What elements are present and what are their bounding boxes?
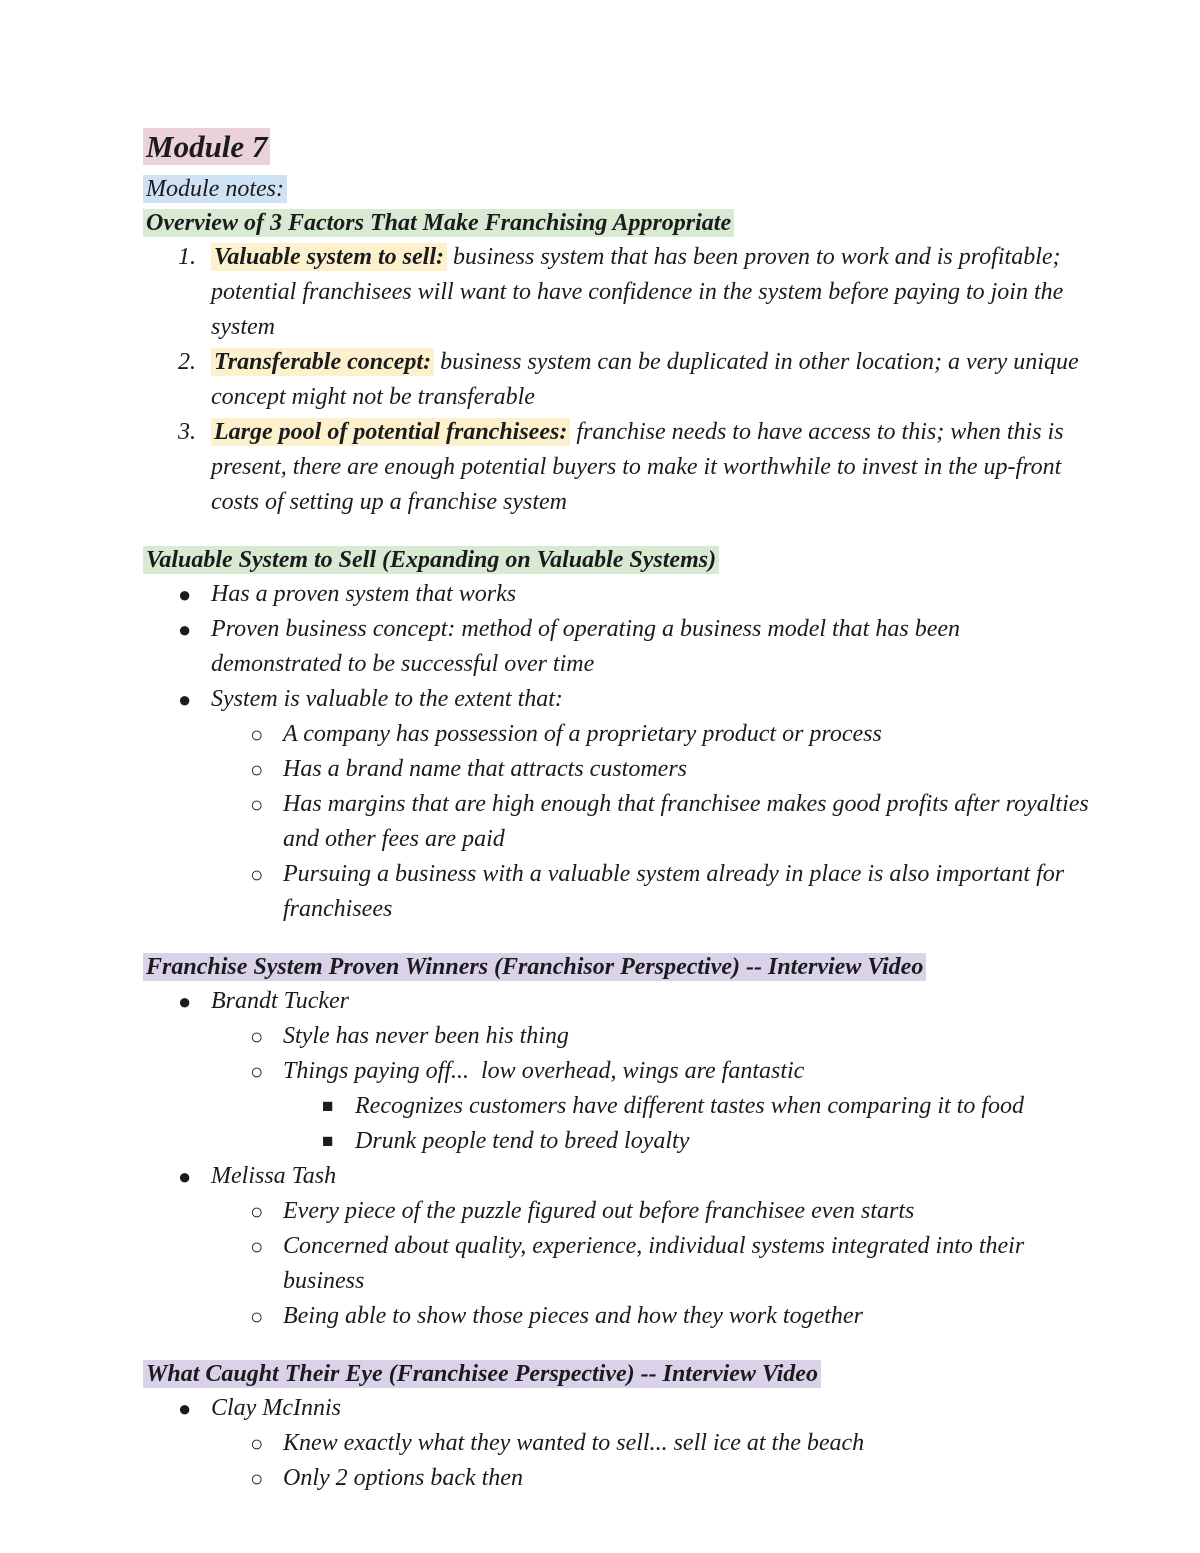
list-item-text: Has a proven system that works: [211, 581, 517, 607]
speaker-item: [143, 1391, 1090, 1426]
list-item: [143, 682, 1090, 717]
list-item: [143, 1124, 1090, 1159]
item-lead-text: Large pool of potential franchisees:: [211, 418, 570, 446]
numbered-item: [143, 345, 1090, 415]
disc-bullet-icon: ●: [178, 582, 192, 607]
list-item: [143, 1461, 1090, 1496]
section-heading-proven-winners: [143, 950, 1090, 984]
list-item-text: Drunk people tend to breed loyalty: [355, 1128, 690, 1154]
list-item-text: Pursuing a business with a valuable system already in place is also important for franchisees: [283, 861, 1071, 922]
list-item-text: Only 2 options back then: [283, 1465, 523, 1491]
disc-bullet-icon: ●: [178, 1164, 192, 1189]
list-item: [143, 1299, 1090, 1334]
numbered-item-text: [211, 415, 1090, 520]
disc-bullet-icon: ●: [178, 989, 192, 1014]
list-item-text: Proven business concept: method of operating a business model that has been demonstrated to be successful over time: [211, 616, 966, 677]
circle-bullet-icon: ○: [250, 1024, 264, 1049]
circle-bullet-icon: ○: [250, 757, 264, 782]
item-body-text: business system can be duplicated in other location; a very unique concept might not be transferable: [211, 349, 1085, 410]
list-item: [143, 857, 1090, 927]
overview-heading-text: Overview of 3 Factors That Make Franchising Appropriate: [143, 209, 734, 237]
list-item: [143, 1019, 1090, 1054]
list-item: [143, 752, 1090, 787]
list-item: [143, 1089, 1090, 1124]
speaker-name: Clay McInnis: [211, 1395, 341, 1421]
list-item-text: Being able to show those pieces and how they work together: [283, 1303, 863, 1329]
list-item: [143, 1194, 1090, 1229]
list-item: [143, 1426, 1090, 1461]
list-item-text: Things paying off... low overhead, wings are fantastic: [283, 1058, 805, 1084]
circle-bullet-icon: ○: [250, 1059, 264, 1084]
module-notes-text: Module notes:: [143, 175, 287, 203]
circle-bullet-icon: ○: [250, 792, 264, 817]
list-item: [143, 1229, 1090, 1299]
numbered-item: [143, 240, 1090, 345]
list-item-text: A company has possession of a proprietary product or process: [283, 721, 882, 747]
speaker-name: Brandt Tucker: [211, 988, 349, 1014]
list-item: [143, 1054, 1090, 1089]
valuable-system-heading-text: Valuable System to Sell (Expanding on Valuable Systems): [143, 546, 719, 574]
item-body-text: business system that has been proven to work and is profitable; potential franchisees will want to have confidence in the system before paying to join the system: [211, 244, 1070, 340]
square-bullet-icon: ■: [322, 1131, 334, 1152]
circle-bullet-icon: ○: [250, 1304, 264, 1329]
list-item-text: Has a brand name that attracts customers: [283, 756, 687, 782]
list-item: [143, 717, 1090, 752]
list-number: 3.: [178, 419, 196, 445]
module-notes-label: [143, 172, 1090, 206]
list-item: [143, 787, 1095, 857]
list-item: [143, 577, 1090, 612]
list-item-text: Style has never been his thing: [283, 1023, 569, 1049]
numbered-item-text: [211, 240, 1090, 345]
item-body-text: franchise needs to have access to this; when this is present, there are enough potential buyers to make it worthwhile to invest in the up-front costs of setting up a franchise system: [211, 419, 1070, 515]
page-title: [143, 126, 1090, 168]
module-title-text: Module 7: [143, 128, 270, 165]
speaker-item: [143, 1159, 1090, 1194]
section-heading-caught-eye: [143, 1357, 1090, 1391]
square-bullet-icon: ■: [322, 1096, 334, 1117]
numbered-item: [143, 415, 1090, 520]
circle-bullet-icon: ○: [250, 1234, 264, 1259]
item-lead-text: Transferable concept:: [211, 348, 434, 376]
numbered-item-text: [211, 345, 1090, 415]
item-lead-text: Valuable system to sell:: [211, 243, 447, 271]
speaker-name: Melissa Tash: [211, 1163, 337, 1189]
disc-bullet-icon: ●: [178, 687, 192, 712]
speaker-item: [143, 984, 1090, 1019]
proven-winners-heading-text: Franchise System Proven Winners (Franchisor Perspective) -- Interview Video: [143, 953, 926, 981]
disc-bullet-icon: ●: [178, 617, 192, 642]
circle-bullet-icon: ○: [250, 1466, 264, 1491]
list-number: 1.: [178, 244, 196, 270]
list-item-text: System is valuable to the extent that:: [211, 686, 563, 712]
list-item-text: Concerned about quality, experience, individual systems integrated into their business: [283, 1233, 1031, 1294]
list-item-text: Recognizes customers have different tastes when comparing it to food: [355, 1093, 1025, 1119]
section-heading-valuable-system: [143, 543, 1090, 577]
circle-bullet-icon: ○: [250, 1431, 264, 1456]
section-heading-overview: [143, 206, 1090, 240]
list-item-text: Has margins that are high enough that franchisee makes good profits after royalties and other fees are paid: [283, 791, 1095, 852]
list-item-text: Every piece of the puzzle figured out before franchisee even starts: [283, 1198, 915, 1224]
caught-eye-heading-text: What Caught Their Eye (Franchisee Perspective) -- Interview Video: [143, 1360, 821, 1388]
disc-bullet-icon: ●: [178, 1396, 192, 1421]
circle-bullet-icon: ○: [250, 862, 264, 887]
circle-bullet-icon: ○: [250, 722, 264, 747]
list-item-text: Knew exactly what they wanted to sell... sell ice at the beach: [283, 1430, 865, 1456]
circle-bullet-icon: ○: [250, 1199, 264, 1224]
list-item: [143, 612, 1090, 682]
list-number: 2.: [178, 349, 196, 375]
